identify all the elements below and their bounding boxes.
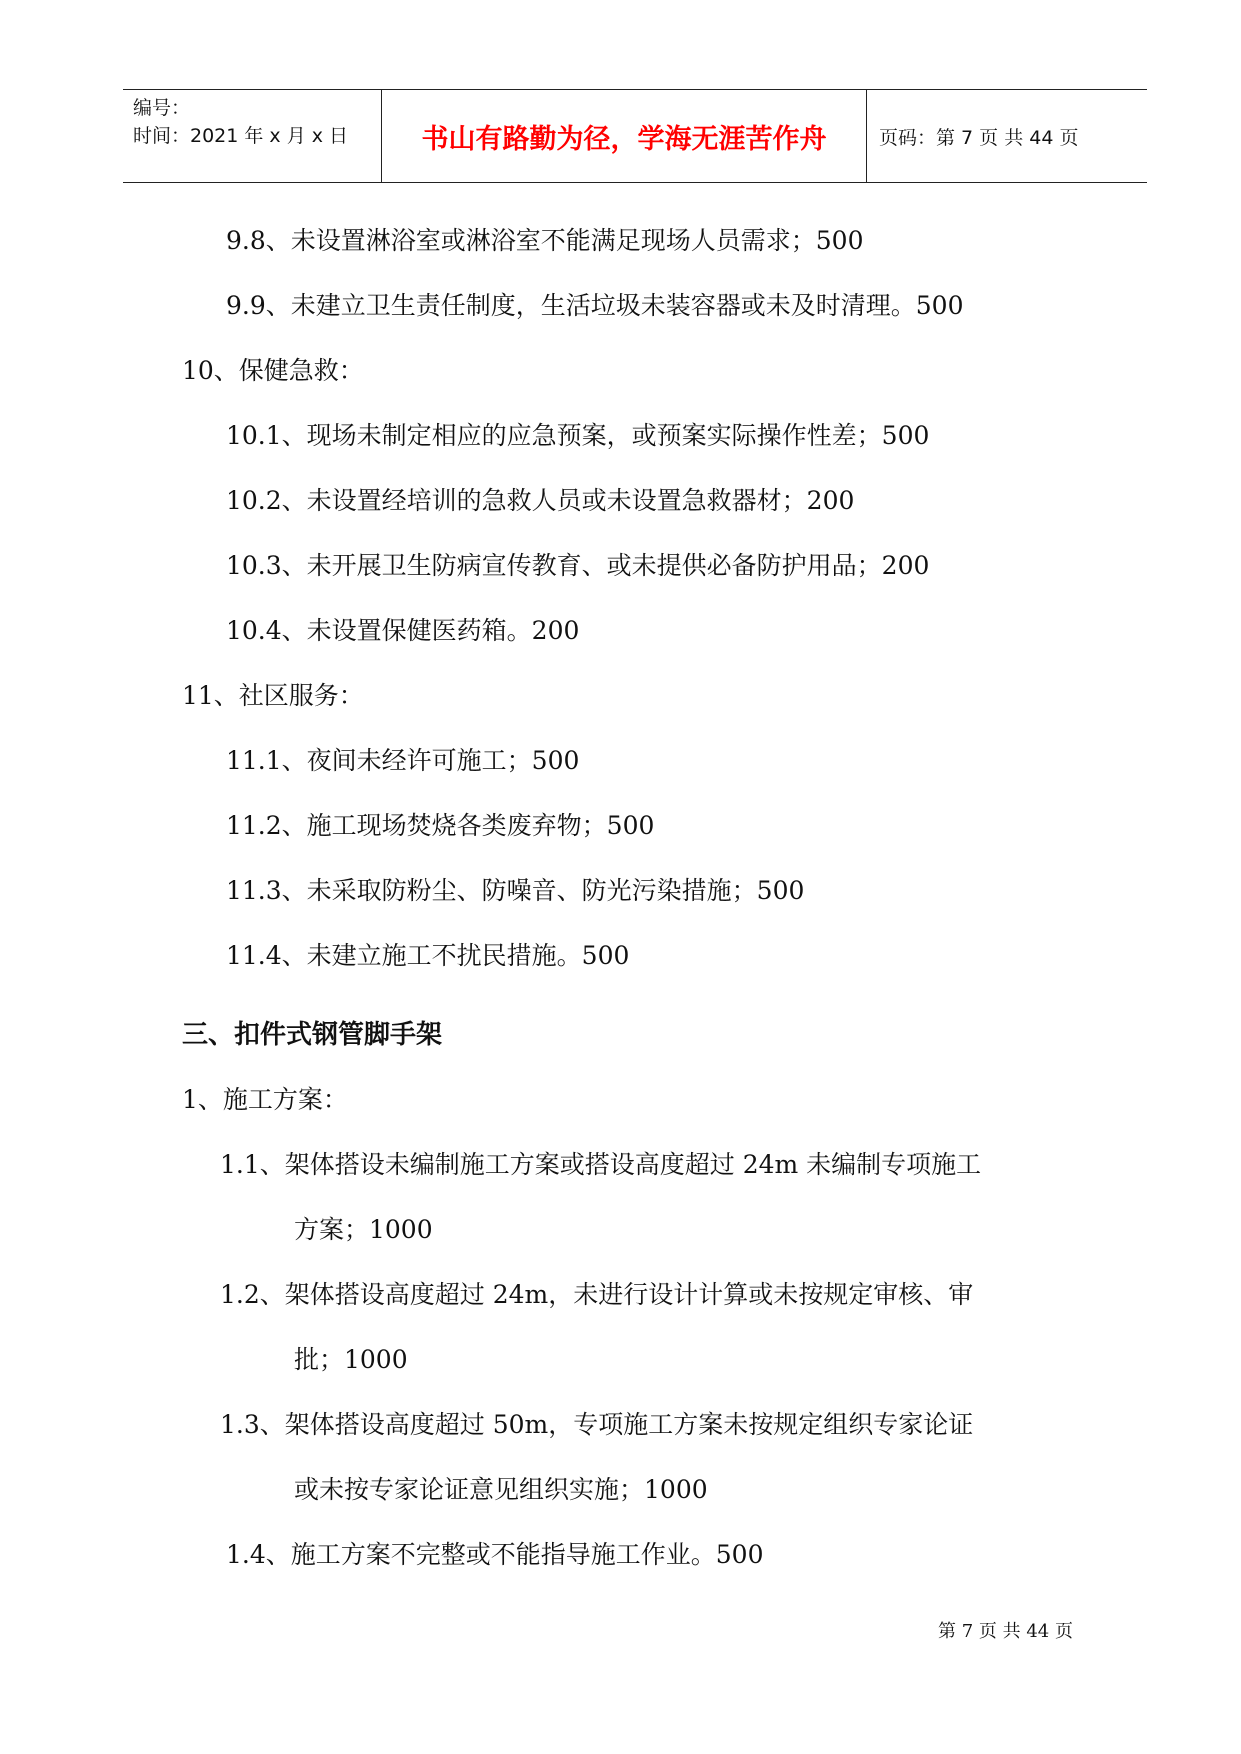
text-line: 或未按专家论证意见组织实施；1000 <box>294 1475 708 1504</box>
text-line: 10.2、未设置经培训的急救人员或未设置急救器材；200 <box>226 486 855 515</box>
text-line: 批；1000 <box>294 1345 408 1374</box>
text-line: 9.8、未设置淋浴室或淋浴室不能满足现场人员需求；500 <box>226 226 864 255</box>
text-line: 1、施工方案： <box>182 1085 348 1114</box>
header-meta <box>123 90 382 182</box>
text-line: 方案；1000 <box>294 1215 433 1244</box>
text-line: 10.4、未设置保健医药箱。200 <box>226 616 580 645</box>
header-table <box>123 89 1147 183</box>
document-time-label: 时间：2021 年 x 月 x 日 <box>133 125 349 147</box>
text-line: 1.3、架体搭设高度超过 50m，专项施工方案未按规定组织专家论证 <box>220 1410 974 1439</box>
text-line: 11.2、施工现场焚烧各类废弃物；500 <box>226 811 655 840</box>
text-line: 11、社区服务： <box>182 681 364 710</box>
header-motto: 书山有路勤为径，学海无涯苦作舟 <box>382 90 867 182</box>
section-heading: 三、扣件式钢管脚手架 <box>182 1020 443 1050</box>
text-line: 11.1、夜间未经许可施工；500 <box>226 746 580 775</box>
document-number-label: 编号： <box>133 97 191 119</box>
header-page-info: 页码：第 7 页 共 44 页 <box>879 126 1079 149</box>
text-line: 10.1、现场未制定相应的应急预案，或预案实际操作性差；500 <box>226 421 930 450</box>
text-line: 10.3、未开展卫生防病宣传教育、或未提供必备防护用品；200 <box>226 551 930 580</box>
text-line: 1.1、架体搭设未编制施工方案或搭设高度超过 24m 未编制专项施工 <box>220 1150 982 1179</box>
text-line: 1.4、施工方案不完整或不能指导施工作业。500 <box>226 1540 764 1569</box>
page-footer: 第 7 页 共 44 页 <box>938 1621 1073 1642</box>
text-line: 11.4、未建立施工不扰民措施。500 <box>226 941 630 970</box>
text-line: 1.2、架体搭设高度超过 24m，未进行设计计算或未按规定审核、审 <box>220 1280 974 1309</box>
text-line: 9.9、未建立卫生责任制度，生活垃圾未装容器或未及时清理。500 <box>226 291 964 320</box>
text-line: 11.3、未采取防粉尘、防噪音、防光污染措施；500 <box>226 876 805 905</box>
text-line: 10、保健急救： <box>182 356 364 385</box>
